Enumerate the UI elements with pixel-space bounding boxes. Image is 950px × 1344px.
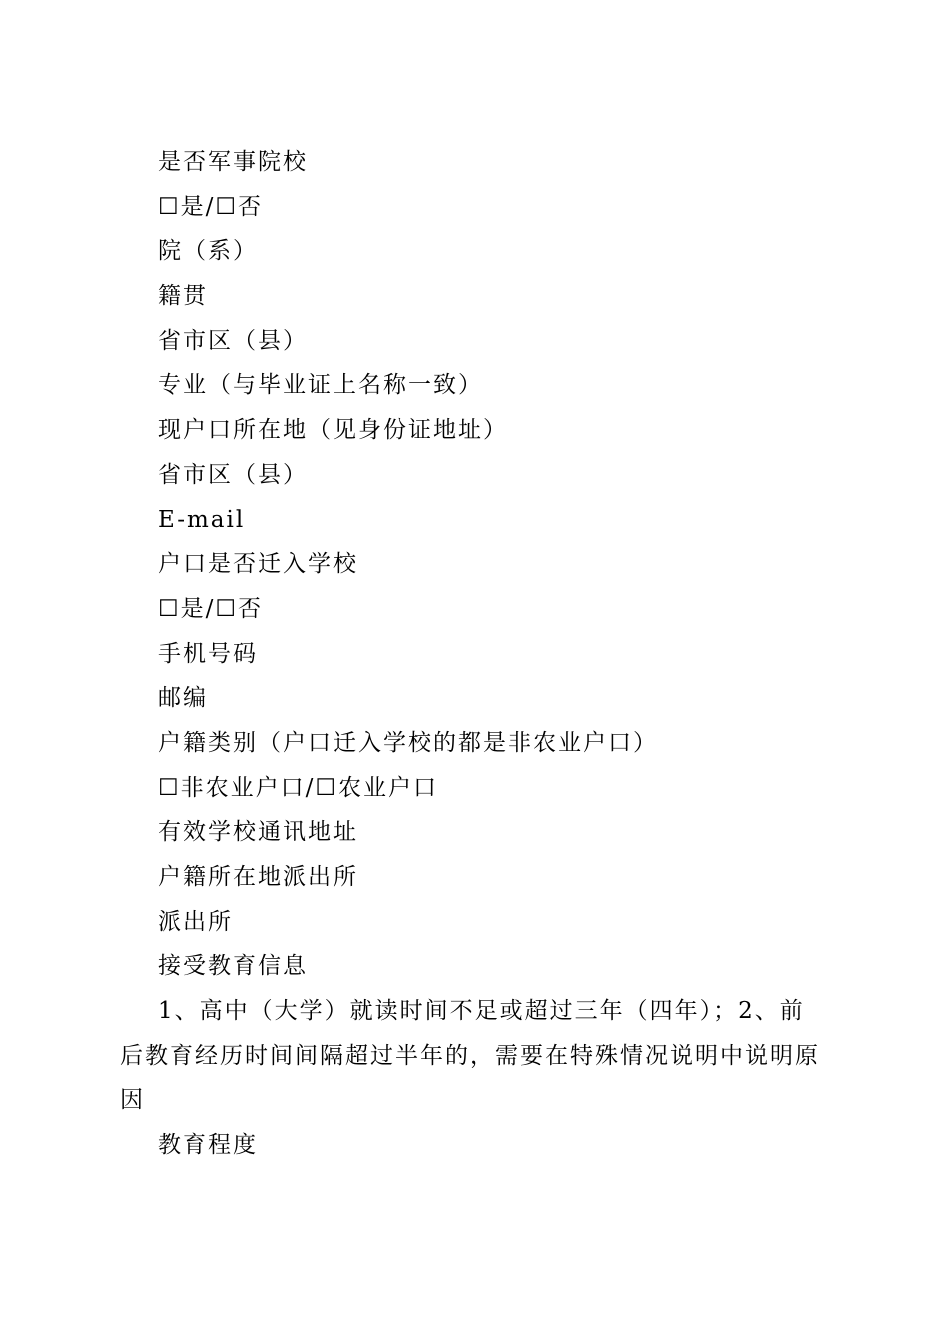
option-hukou-moved-yes-no: ☐是/☐否	[158, 595, 263, 622]
section-heading-education-info: 接受教育信息	[158, 953, 308, 980]
education-note-paragraph: 1、高中（大学）就读时间不足或超过三年（四年）；2、前后教育经历时间间隔超过半年的，需要在特殊情况说明中说明原因	[120, 998, 820, 1114]
field-label-email: E-mail	[158, 506, 246, 533]
option-hukou-type: ☐非农业户口/☐农业户口	[158, 774, 438, 801]
field-label-native-place: 籍贯	[158, 283, 208, 310]
field-label-department: 院（系）	[158, 238, 258, 265]
field-label-hukou-type: 户籍类别（户口迁入学校的都是非农业户口）	[158, 729, 658, 756]
field-label-police-station: 派出所	[158, 908, 233, 935]
field-label-hukou-moved: 户口是否迁入学校	[158, 551, 358, 578]
field-label-postcode: 邮编	[158, 685, 208, 712]
field-label-province-city-district-2: 省市区（县）	[158, 461, 308, 488]
field-label-mobile: 手机号码	[158, 640, 258, 667]
field-label-military-school: 是否军事院校	[158, 149, 308, 175]
field-label-school-address: 有效学校通讯地址	[158, 819, 358, 846]
field-label-education-level: 教育程度	[158, 1132, 258, 1159]
document-body	[120, 140, 825, 1168]
field-label-province-city-district: 省市区（县）	[158, 327, 308, 354]
field-label-police-station-location: 户籍所在地派出所	[158, 864, 358, 890]
option-military-school-yes-no: ☐是/☐否	[158, 193, 263, 220]
field-label-major: 专业（与毕业证上名称一致）	[158, 372, 483, 399]
field-label-current-residence: 现户口所在地（见身份证地址）	[158, 417, 508, 444]
